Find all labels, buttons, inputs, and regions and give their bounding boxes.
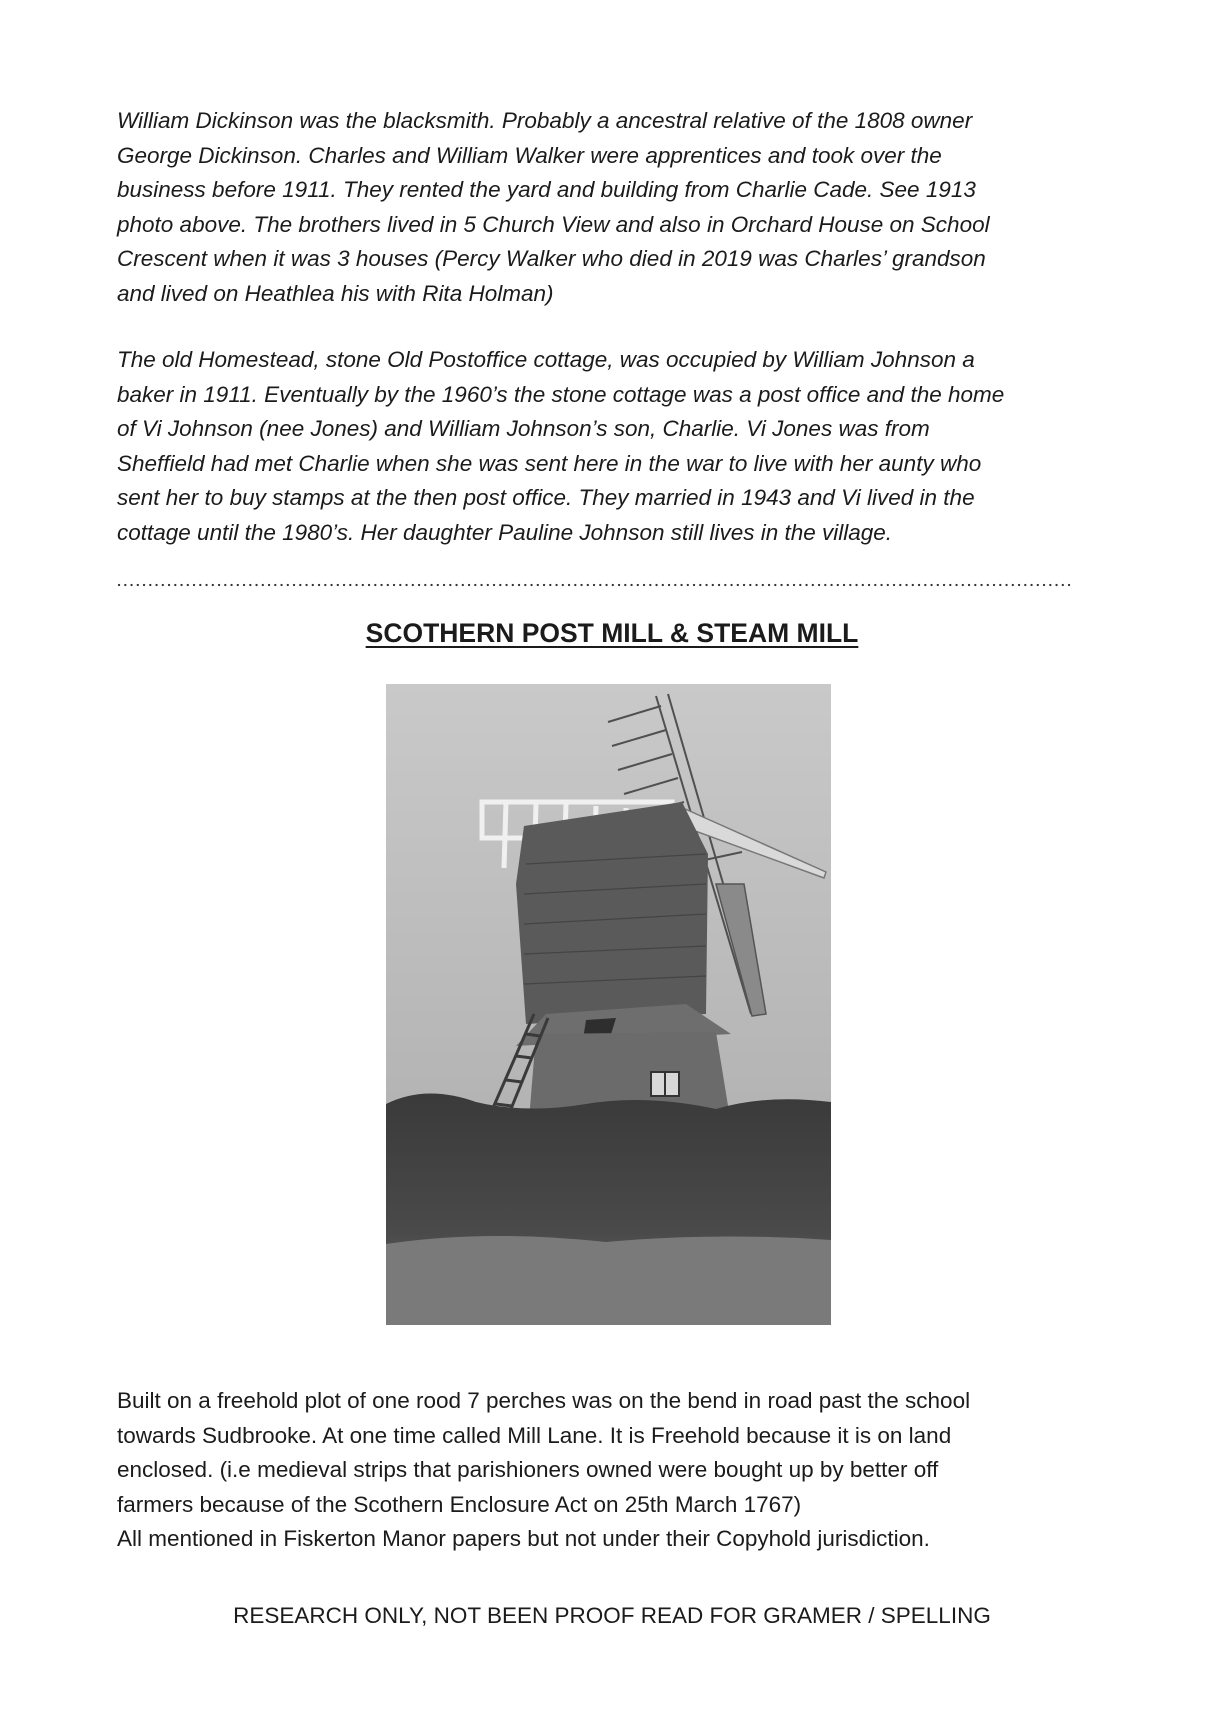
text-line: Sheffield had met Charlie when she was sent here in the war to live with her aunty who: [117, 450, 982, 476]
paragraph-freehold-plot: [117, 1384, 1117, 1557]
text-line: business before 1911. They rented the yard and building from Charlie Cade. See 1913: [117, 177, 976, 202]
paragraph-post-office: [117, 343, 1117, 550]
text-line: baker in 1911. Eventually by the 1960’s the stone cottage was a post office and the home: [117, 381, 1005, 407]
text-line: George Dickinson. Charles and William Walker were apprentices and took over the: [117, 142, 942, 168]
dotted-separator: [117, 580, 1074, 588]
text-line: farmers because of the Scothern Enclosure Act on 25th March 1767): [117, 1491, 802, 1517]
footer-notice: RESEARCH ONLY, NOT BEEN PROOF READ FOR GRAMER / SPELLING: [233, 1603, 991, 1628]
text-line: Built on a freehold plot of one rood 7 perches was on the bend in road past the school: [117, 1388, 971, 1413]
text-line: Crescent when it was 3 houses (Percy Walker who died in 2019 was Charles’ grandson: [117, 246, 986, 271]
text-line: All mentioned in Fiskerton Manor papers but not under their Copyhold jurisdiction.: [117, 1526, 930, 1551]
text-line: cottage until the 1980’s. Her daughter Pauline Johnson still lives in the village.: [117, 519, 893, 545]
text-line: photo above. The brothers lived in 5 Church View and also in Orchard House on School: [117, 211, 990, 237]
text-line: The old Homestead, stone Old Postoffice cottage, was occupied by William Johnson a: [117, 347, 975, 372]
paragraph-blacksmith: [117, 104, 1117, 311]
windmill-photo: [386, 684, 831, 1325]
text-line: and lived on Heathlea his with Rita Holman): [117, 280, 554, 306]
text-line: of Vi Johnson (nee Jones) and William Johnson’s son, Charlie. Vi Jones was from: [117, 416, 930, 441]
text-line: towards Sudbrooke. At one time called Mill Lane. It is Freehold because it is on land: [117, 1422, 952, 1448]
text-line: William Dickinson was the blacksmith. Probably a ancestral relative of the 1808 owner: [117, 108, 973, 133]
text-line: enclosed. (i.e medieval strips that parishioners owned were bought up by better off: [117, 1457, 939, 1482]
text-line: sent her to buy stamps at the then post office. They married in 1943 and Vi lived in the: [117, 485, 975, 510]
section-heading: SCOTHERN POST MILL & STEAM MILL: [365, 618, 859, 648]
